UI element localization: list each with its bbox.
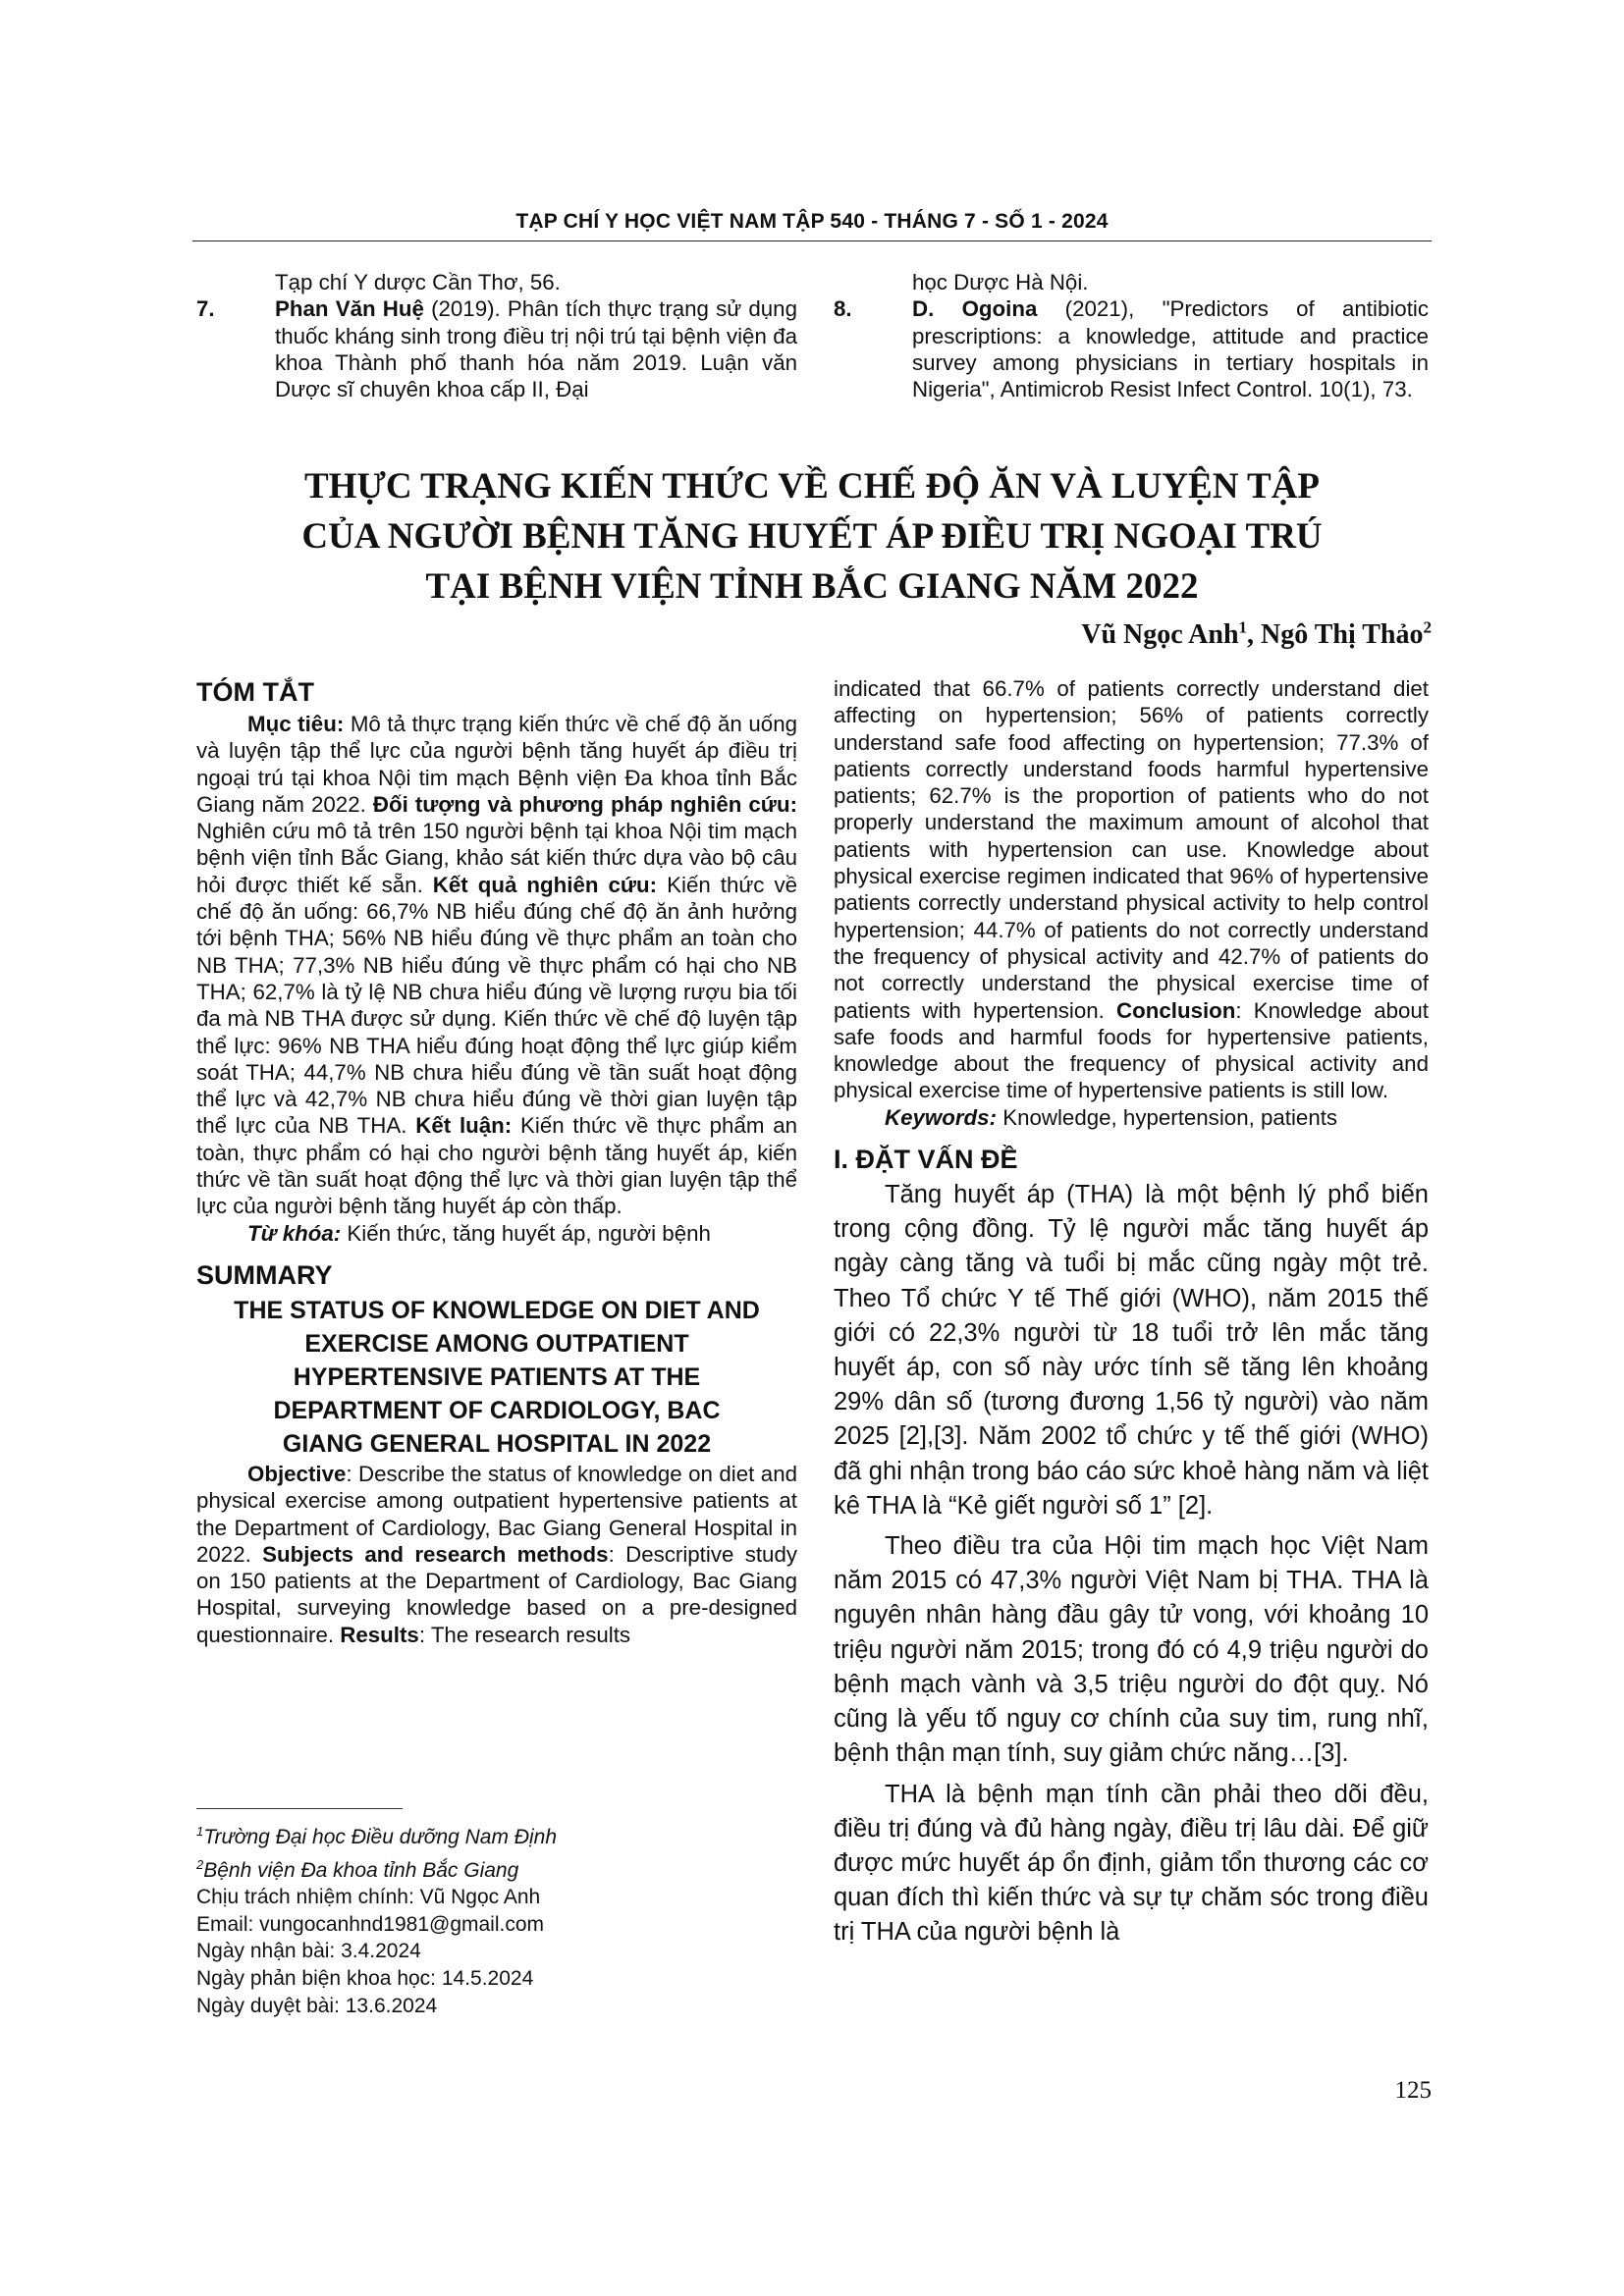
email: Email: vungocanhnd1981@gmail.com	[196, 1912, 545, 1936]
left-column	[196, 675, 797, 1648]
introduction-paragraph: Tăng huyết áp (THA) là một bệnh lý phổ biến trong cộng đồng. Tỷ lệ người mắc tăng huyết áp ngày càng tăng và tuổi bị mắc cũng ngày một trẻ. Theo Tổ chức Y tế Thế giới (WHO), năm 2015 thế giới có 22,3% người từ 18 tuổi trở lên mắc tăng huyết áp, con số này ước tính sẽ tăng lên khoảng 29% dân số (tương đương 1,56 tỷ người) vào năm 2025 [2],[3]. Năm 2002 tổ chức y tế thế giới (WHO) đã ghi nhận trong báo cáo sức khoẻ hàng năm và liệt kê THA là “Kẻ giết người số 1” [2].	[834, 1181, 1429, 1520]
reference-text: (2021), "Predictors of antibiotic prescriptions: a knowledge, attitude and practice survey among physicians in tertiary hospitals in Nigeria", Antimicrob Resist Infect Control. 10(1), 73.	[912, 296, 1429, 402]
text-objective: Mô tả thực trạng kiến thức về chế độ ăn uống và luyện tập thể lực của người bệnh tăng huyết áp điều trị ngoại trú tại khoa Nội tim mạch Bệnh viện Đa khoa tỉnh Bắc Giang năm 2022.	[196, 712, 797, 817]
review-date: Ngày phản biện khoa học: 14.5.2024	[196, 1966, 534, 1990]
affiliation-text: Bệnh viện Đa khoa tỉnh Bắc Giang	[203, 1858, 519, 1882]
article-title	[196, 461, 1428, 612]
affiliation-mark: 1	[1238, 617, 1248, 637]
affiliation-mark: 2	[1423, 617, 1432, 637]
references-right	[834, 269, 1429, 402]
footnote-rule	[196, 1808, 403, 1809]
introduction-paragraph: Theo điều tra của Hội tim mạch học Việt Nam năm 2015 có 47,3% người Việt Nam bị THA. THA là nguyên nhân hàng đầu gây tử vong, với khoảng 10 triệu người năm 2015; trong đó có 4,9 triệu người do bệnh mạch vành và 3,5 triệu người do đột quỵ. Nó cũng là yếu tố nguy cơ chính của suy tim, rung nhĩ, bệnh thận mạn tính, suy giảm chức năng…[3].	[834, 1532, 1429, 1768]
label-conclusion-en: Conclusion	[1116, 997, 1236, 1023]
author-list	[1081, 619, 1432, 651]
label-keywords-en: Keywords:	[885, 1104, 997, 1130]
label-results: Kết quả nghiên cứu:	[432, 872, 658, 897]
reference-number: 8.	[834, 296, 852, 322]
text-methods-en: : Descriptive study on 150 patients at the Department of Cardiology, Bac Giang Hospital, surveying knowledge based on a pre-designed questionnaire.	[196, 1541, 797, 1647]
author-separator: ,	[1247, 619, 1262, 650]
title-line: TẠI BỆNH VIỆN TỈNH BẮC GIANG NĂM 2022	[425, 566, 1199, 607]
label-conclusion: Kết luận:	[415, 1113, 513, 1139]
text-conclusion: Kiến thức về thực phẩm an toàn, thực phẩm có hại cho người bệnh tăng huyết áp, kiến thức về tần suất hoạt động thể lực và thời gian luyện tập thể lực của người bệnh tăng huyết áp còn thấp.	[196, 1113, 797, 1219]
running-header: TẠP CHÍ Y HỌC VIỆT NAM TẬP 540 - THÁNG 7 - SỐ 1 - 2024	[515, 210, 1109, 233]
footnotes	[196, 1818, 797, 2019]
text-keywords: Kiến thức, tăng huyết áp, người bệnh	[341, 1220, 711, 1246]
keywords-vi	[196, 1220, 797, 1247]
author-name: Vũ Ngọc Anh	[1081, 619, 1239, 650]
right-column	[834, 675, 1429, 1950]
text-results-en: : The research results	[418, 1622, 631, 1647]
reference-author: D. Ogoina	[912, 296, 1038, 322]
affiliation-mark: 1	[196, 1824, 204, 1839]
reference-author: Phan Văn Huệ	[275, 296, 424, 322]
label-methods: Đối tượng và phương pháp nghiên cứu:	[372, 791, 797, 817]
reference-continuation: Tạp chí Y dược Cần Thơ, 56.	[275, 270, 561, 294]
summary-title-line: HYPERTENSIVE PATIENTS AT THE	[293, 1362, 701, 1391]
reference-8	[834, 295, 1429, 402]
received-date: Ngày nhận bài: 3.4.2024	[196, 1940, 421, 1963]
summary-title-line: EXERCISE AMONG OUTPATIENT	[304, 1329, 689, 1358]
abstract-heading: TÓM TẮT	[196, 677, 314, 707]
abstract-en-body	[196, 1461, 797, 1648]
summary-title-line: GIANG GENERAL HOSPITAL IN 2022	[282, 1429, 712, 1458]
text-keywords-en: Knowledge, hypertension, patients	[997, 1104, 1338, 1130]
reference-number: 7.	[196, 296, 215, 322]
summary-heading: SUMMARY	[196, 1259, 333, 1290]
affiliation-text: Trường Đại học Điều dưỡng Nam Định	[203, 1826, 557, 1848]
references-left	[196, 269, 797, 402]
text-methods: Nghiên cứu mô tả trên 150 người bệnh tại khoa Nội tim mạch bệnh viện tỉnh Bắc Giang, khảo sát kiến thức dựa vào bộ câu hỏi được thiết kế sẵn.	[196, 819, 797, 897]
reference-continuation: học Dược Hà Nội.	[912, 270, 1089, 294]
affiliation-mark: 2	[196, 1856, 204, 1872]
page-number: 125	[1394, 2077, 1432, 2104]
keywords-en	[834, 1104, 1429, 1131]
header-rule	[192, 240, 1432, 241]
label-results-en: Results	[340, 1622, 419, 1647]
title-line: CỦA NGƯỜI BỆNH TĂNG HUYẾT ÁP ĐIỀU TRỊ NGOẠI TRÚ	[301, 516, 1323, 557]
introduction-heading: I. ĐẶT VẤN ĐỀ	[834, 1145, 1018, 1175]
abstract-en-continued	[834, 675, 1429, 1104]
affiliation-1	[196, 1818, 797, 1851]
accepted-date: Ngày duyệt bài: 13.6.2024	[196, 1994, 438, 2017]
summary-title	[196, 1294, 797, 1461]
text-objective-en: : Describe the status of knowledge on diet and physical exercise among outpatient hypertensive patients at the Department of Cardiology, Bac Giang General Hospital in 2022.	[196, 1461, 797, 1567]
reference-7	[196, 295, 797, 402]
label-methods-en: Subjects and research methods	[262, 1541, 609, 1567]
text-conclusion-en: : Knowledge about safe foods and harmful foods for hypertensive patients, knowledge about the frequency of physical activity and physical exercise time of hypertensive patients is still low.	[834, 997, 1430, 1103]
label-objective-en: Objective	[247, 1461, 347, 1486]
reference-text: (2019). Phân tích thực trạng sử dụng thuốc kháng sinh trong điều trị nội trú tại bệnh viện đa khoa Thành phố thanh hóa năm 2019. Luận văn Dược sĩ chuyên khoa cấp II, Đại	[275, 296, 797, 402]
author-name: Ngô Thị Thảo	[1261, 619, 1424, 650]
abstract-vi-body	[196, 711, 797, 1220]
introduction-paragraph: THA là bệnh mạn tính cần phải theo dõi đều, điều trị đúng và đủ hàng ngày, điều trị lâu dài. Để giữ được mức huyết áp ổn định, giảm tổn thương các cơ quan đích thì kiến thức và sự tự chăm sóc trong điều trị THA của người bệnh là	[834, 1780, 1429, 1947]
label-objective: Mục tiêu:	[247, 712, 345, 736]
affiliation-2	[196, 1851, 797, 1885]
summary-title-line: THE STATUS OF KNOWLEDGE ON DIET AND	[234, 1296, 760, 1324]
text-results: Kiến thức về chế độ ăn uống: 66,7% NB hiểu đúng chế độ ăn ảnh hưởng tới bệnh THA; 56% NB hiểu đúng về thực phẩm an toàn cho NB THA; 77,3% NB hiểu đúng về thực phẩm có hại cho NB THA; 62,7% là tỷ lệ NB chưa hiểu đúng về lượng rượu bia tối đa mà NB THA được sử dụng. Kiến thức về chế độ luyện tập thể lực: 96% NB THA hiểu đúng hoạt động thể lực giúp kiểm soát THA; 44,7% NB chưa hiểu đúng về tần suất hoạt động thể lực và 42,7% NB chưa hiểu đúng về thời gian luyện tập thể lực của NB THA.	[196, 872, 797, 1139]
title-line: THỰC TRẠNG KIẾN THỨC VỀ CHẾ ĐỘ ĂN VÀ LUYỆN TẬP	[303, 466, 1321, 507]
corresponding-author: Chịu trách nhiệm chính: Vũ Ngọc Anh	[196, 1886, 541, 1909]
text-results-en-continued: indicated that 66.7% of patients correctly understand diet affecting on hypertension; 56% of patients correctly understand safe food affecting on hypertension; 77.3% of patients correctly understand foods harmful hypertensive patients; 62.7% is the proportion of patients who do not properly understand the maximum amount of alcohol that patients with hypertension can use. Knowledge about physical exercise regimen indicated that 96% of hypertensive patients correctly understand physical activity to help control hypertension; 44.7% of patients do not correctly understand the frequency of physical activity and 42.7% of patients do not correctly understand the physical exercise time of patients with hypertension.	[834, 676, 1429, 1023]
label-keywords: Từ khóa:	[247, 1220, 342, 1246]
summary-title-line: DEPARTMENT OF CARDIOLOGY, BAC	[273, 1396, 721, 1424]
